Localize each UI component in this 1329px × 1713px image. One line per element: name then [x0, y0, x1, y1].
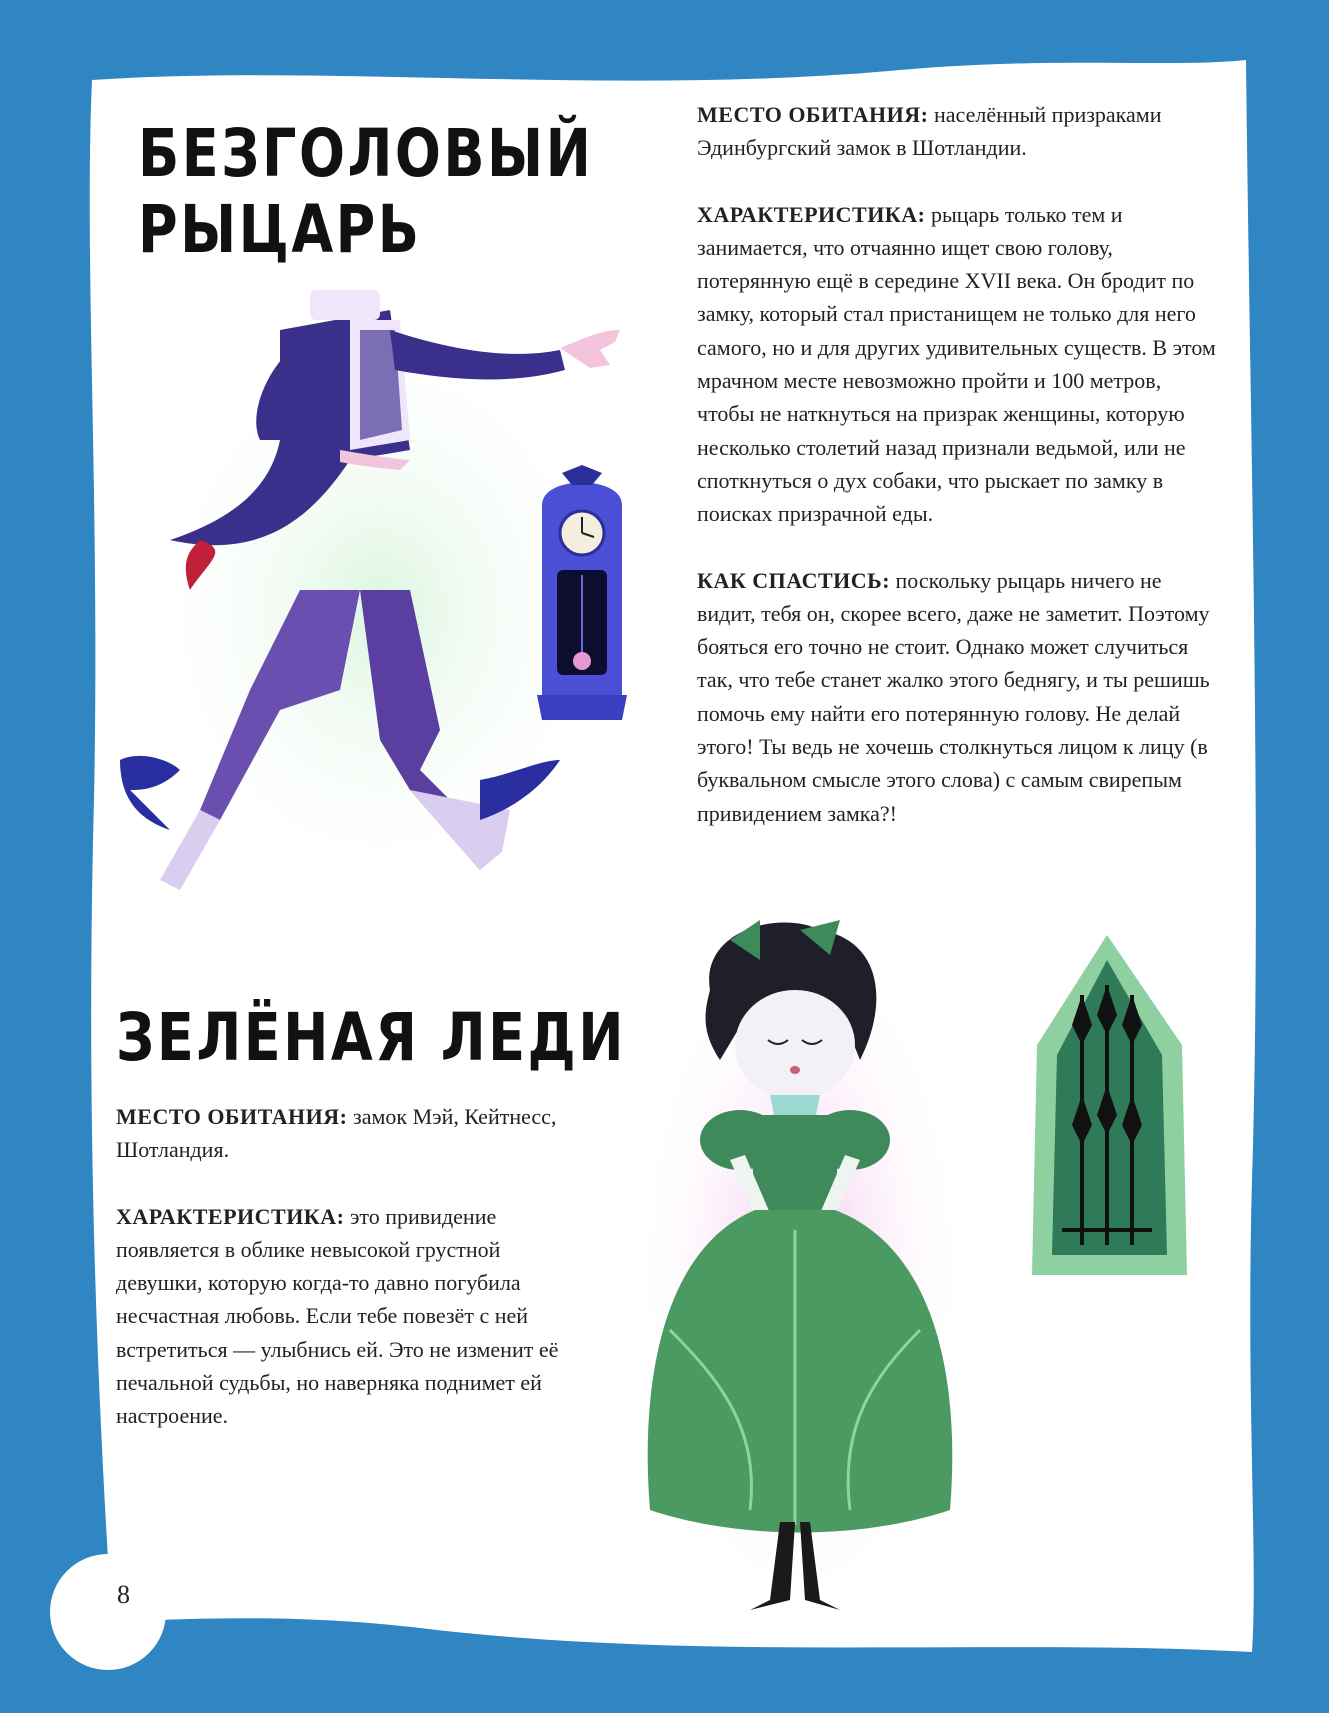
lady-traits-label: ХАРАКТЕРИСТИКА:	[116, 1203, 345, 1229]
lady-title-line: ЗЕЛЁНАЯ ЛЕДИ	[116, 999, 626, 1076]
gothic-window-illustration	[1022, 935, 1192, 1275]
lady-habitat-label: МЕСТО ОБИТАНИЯ:	[116, 1104, 348, 1129]
knight-habitat-text: населённый призраками Эдинбургский замок в Шотландии.	[697, 102, 1162, 161]
page-number-circle	[50, 1554, 166, 1670]
lady-description	[116, 1100, 561, 1466]
shoe-left	[120, 756, 180, 830]
knight-escape-label: КАК СПАСТИСЬ:	[697, 567, 891, 593]
green-lady-illustration	[640, 910, 960, 1620]
face	[735, 990, 855, 1100]
lady-traits	[116, 1200, 561, 1433]
knight-description	[697, 98, 1217, 863]
lady-title	[116, 1000, 626, 1076]
lady-habitat-text: замок Мэй, Кейтнесс, Шотландия.	[116, 1104, 557, 1163]
knight-escape	[697, 564, 1217, 830]
knight-escape-text: поскольку рыцарь ничего не видит, тебя он, скорее всего, даже не заметит. Поэтому бояться его точно не стоит. Однако может случиться так, что тебе станет жалко этого беднягу, и ты решишь помочь ему найти его потерянную голову. Не делай этого! Ты ведь не хочешь столкнуться лицом к лицу (в буквальном смысле этого слова) с самым свирепым привидением замка?!	[697, 567, 1210, 826]
knight-traits	[697, 198, 1217, 531]
knight-traits-text: рыцарь только тем и занимается, что отчаянно ищет свою голову, потерянную ещё в середине XVII века. Он бродит по замку, который стал пристанищем не только для него самого, но и для других удивительных существ. В этом мрачном месте невозможно пройти и 100 метров, чтобы не наткнуться на призрак женщины, которую несколько столетий назад признали ведьмой, или не споткнуться о дух собаки, что рыскает по замку в поисках призрачной еды.	[697, 201, 1216, 527]
knight-title-line1: БЕЗГОЛОВЫЙ	[138, 115, 594, 192]
knight-title	[138, 116, 593, 268]
page-number: 8	[117, 1580, 130, 1609]
knight-traits-label: ХАРАКТЕРИСТИКА:	[697, 201, 926, 227]
lady-traits-text: это привидение появляется в облике невысокой грустной девушки, которую когда-то давно погубила несчастная любовь. Если тебе повезёт с ней встретиться — улыбнись ей. Это не изменит её печальной судьбы, но наверняка поднимет ей настроение.	[116, 1203, 559, 1429]
knight-habitat	[697, 98, 1217, 165]
lady-habitat	[116, 1100, 561, 1167]
grandfather-clock-illustration	[532, 465, 632, 730]
knight-habitat-label: МЕСТО ОБИТАНИЯ:	[697, 102, 929, 127]
knight-title-line2: РЫЦАРЬ	[138, 191, 422, 268]
